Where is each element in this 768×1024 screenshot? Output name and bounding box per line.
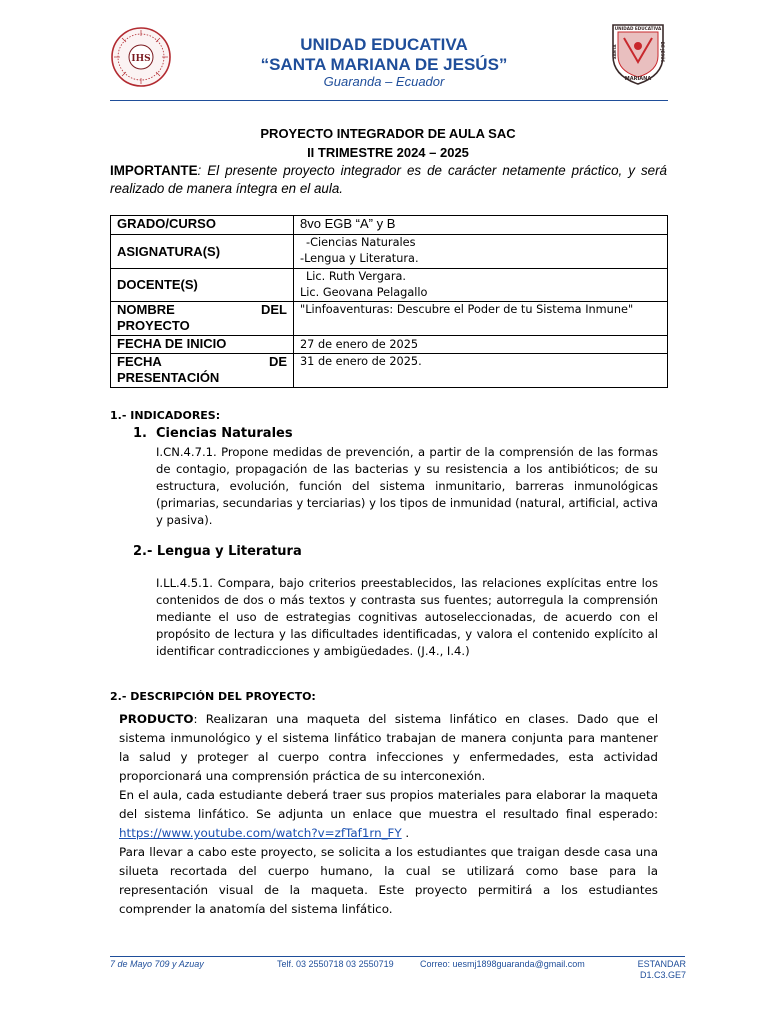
docente-value-2: Lic. Geovana Pelagallo [300, 286, 428, 299]
presentacion-label [111, 354, 294, 388]
important-label: IMPORTANTE [110, 163, 198, 178]
footer-code [620, 959, 686, 981]
silhouette-paragraph: Para llevar a cabo este proyecto, se solicita a los estudiantes que traigan desde casa una silueta recortada del cuerpo humano, la cual se utilizará como base para la representación visual de la maqueta. Este proyecto permitirá a los estudiantes comprender la anatomía del sistema linfático. [119, 845, 658, 916]
materials-text: En el aula, cada estudiante deberá traer sus propios materiales para elaborar la maqueta del sistema linfático. Se adjunta un enlace que muestra el resultado final esperado: [119, 788, 658, 821]
sub1-text: I.CN.4.7.1. Propone medidas de prevención, a partir de la comprensión de las formas de contagio, propagación de las bacterias y su resistencia a los antibióticos; de su estructura, evolución, función del sistema inmunitario, barreras inmunológicas (primarias, secundarias y terciarias) y los tipos de inmunidad (natural, artificial, activa y pasiva). [156, 445, 658, 527]
important-text: : El presente proyecto integrador es de carácter netamente práctico, y será realizado de manera íntegra en el aula. [110, 163, 667, 196]
nombre-value: "Linfoaventuras: Descubre el Poder de tu Sistema Inmune" [294, 302, 668, 336]
producto-paragraph [119, 710, 658, 786]
sub1-number: 1. [133, 426, 147, 441]
table-row [111, 235, 668, 269]
grado-label: GRADO/CURSO [111, 216, 294, 235]
footer-code-1: ESTANDAR [637, 959, 686, 969]
project-term: II TRIMESTRE 2024 – 2025 [307, 145, 469, 160]
sub2-text: I.LL.4.5.1. Compara, bajo criterios preestablecidos, las relaciones explícitas entre los contenidos de dos o más textos y contrasta sus fuentes; autorregula la comprensión mediante el uso de estrategias cognitivas autoseleccionadas, de acuerdo con el propósito de lectura y las dificultades identificadas, y valora el contenido explícito al identificar contradicciones y ambigüedades. (J.4., I.4.) [156, 576, 658, 658]
table-row [111, 336, 668, 354]
inicio-value: 27 de enero de 2025 [294, 336, 668, 354]
presentacion-label-c: PRESENTACIÓN [117, 370, 220, 385]
section-heading-descripcion: 2.- DESCRIPCIÓN DEL PROYECTO: [110, 690, 316, 703]
footer-code-2: D1.C3.GE7 [639, 970, 686, 980]
table-row [111, 269, 668, 302]
link-suffix: . [401, 826, 410, 840]
project-info-table [110, 215, 668, 388]
asignatura-value-1: -Ciencias Naturales [306, 236, 416, 249]
footer-email[interactable]: Correo: uesmj1898guaranda@gmail.com [420, 959, 585, 969]
school-location: Guaranda – Ecuador [323, 74, 445, 89]
nombre-label-b: DEL [261, 302, 287, 317]
table-row [111, 302, 668, 336]
school-name-line2: “SANTA MARIANA DE JESÚS” [260, 55, 508, 74]
producto-text: : Realizaran una maqueta del sistema linfático en clases. Dado que el sistema inmunológico y el sistema linfático trabajan de manera conjunta para mantener la salud y proteger al cuerpo contra infecciones y enfermedades, esta actividad proporcionará una comprensión práctica de su interconexión. [119, 712, 658, 783]
docente-value-1: Lic. Ruth Vergara. [306, 270, 407, 283]
seal-monogram: IHS [131, 54, 151, 64]
nombre-label-c: PROYECTO [117, 318, 190, 333]
presentacion-label-line1 [117, 354, 287, 370]
footer-divider [110, 956, 685, 957]
materials-paragraph [119, 786, 658, 843]
asignatura-label: ASIGNATURA(S) [111, 235, 294, 269]
grado-value: 8vo EGB “A” y B [294, 216, 668, 235]
crest-left-text: SANTA [612, 44, 617, 60]
crest-right-text: DE JESÚS [660, 41, 665, 63]
sub1-title: Ciencias Naturales [156, 426, 293, 441]
important-note [110, 162, 667, 198]
docente-value [294, 269, 668, 302]
presentacion-value: 31 de enero de 2025. [294, 354, 668, 388]
crest-bottom-text: MARIANA [624, 76, 652, 82]
inicio-label: FECHA DE INICIO [111, 336, 294, 354]
header-divider [110, 100, 668, 101]
asignatura-value [294, 235, 668, 269]
sub2-title: 2.- Lengua y Literatura [133, 544, 302, 559]
table-row [111, 216, 668, 235]
footer-phone: Telf. 03 2550718 03 2550719 [277, 959, 394, 969]
presentacion-label-a: FECHA [117, 354, 162, 369]
docente-label: DOCENTE(S) [111, 269, 294, 302]
project-title: PROYECTO INTEGRADOR DE AULA SAC [260, 126, 516, 141]
nombre-label-line1 [117, 302, 287, 318]
footer-address: 7 de Mayo 709 y Azuay [110, 959, 204, 969]
description-body [119, 710, 658, 919]
nombre-label [111, 302, 294, 336]
table-row [111, 354, 668, 388]
school-name-line1: UNIDAD EDUCATIVA [300, 35, 468, 54]
crest-top-text: UNIDAD EDUCATIVA [614, 26, 662, 31]
presentacion-label-b: DE [268, 354, 287, 369]
producto-label: PRODUCTO [119, 712, 194, 726]
section-heading-indicadores: 1.- INDICADORES: [110, 409, 221, 422]
video-link[interactable]: https://www.youtube.com/watch?v=zfTaf1rn_FY [119, 826, 402, 840]
asignatura-value-2: -Lengua y Literatura. [300, 252, 419, 265]
nombre-label-a: NOMBRE [117, 302, 175, 317]
